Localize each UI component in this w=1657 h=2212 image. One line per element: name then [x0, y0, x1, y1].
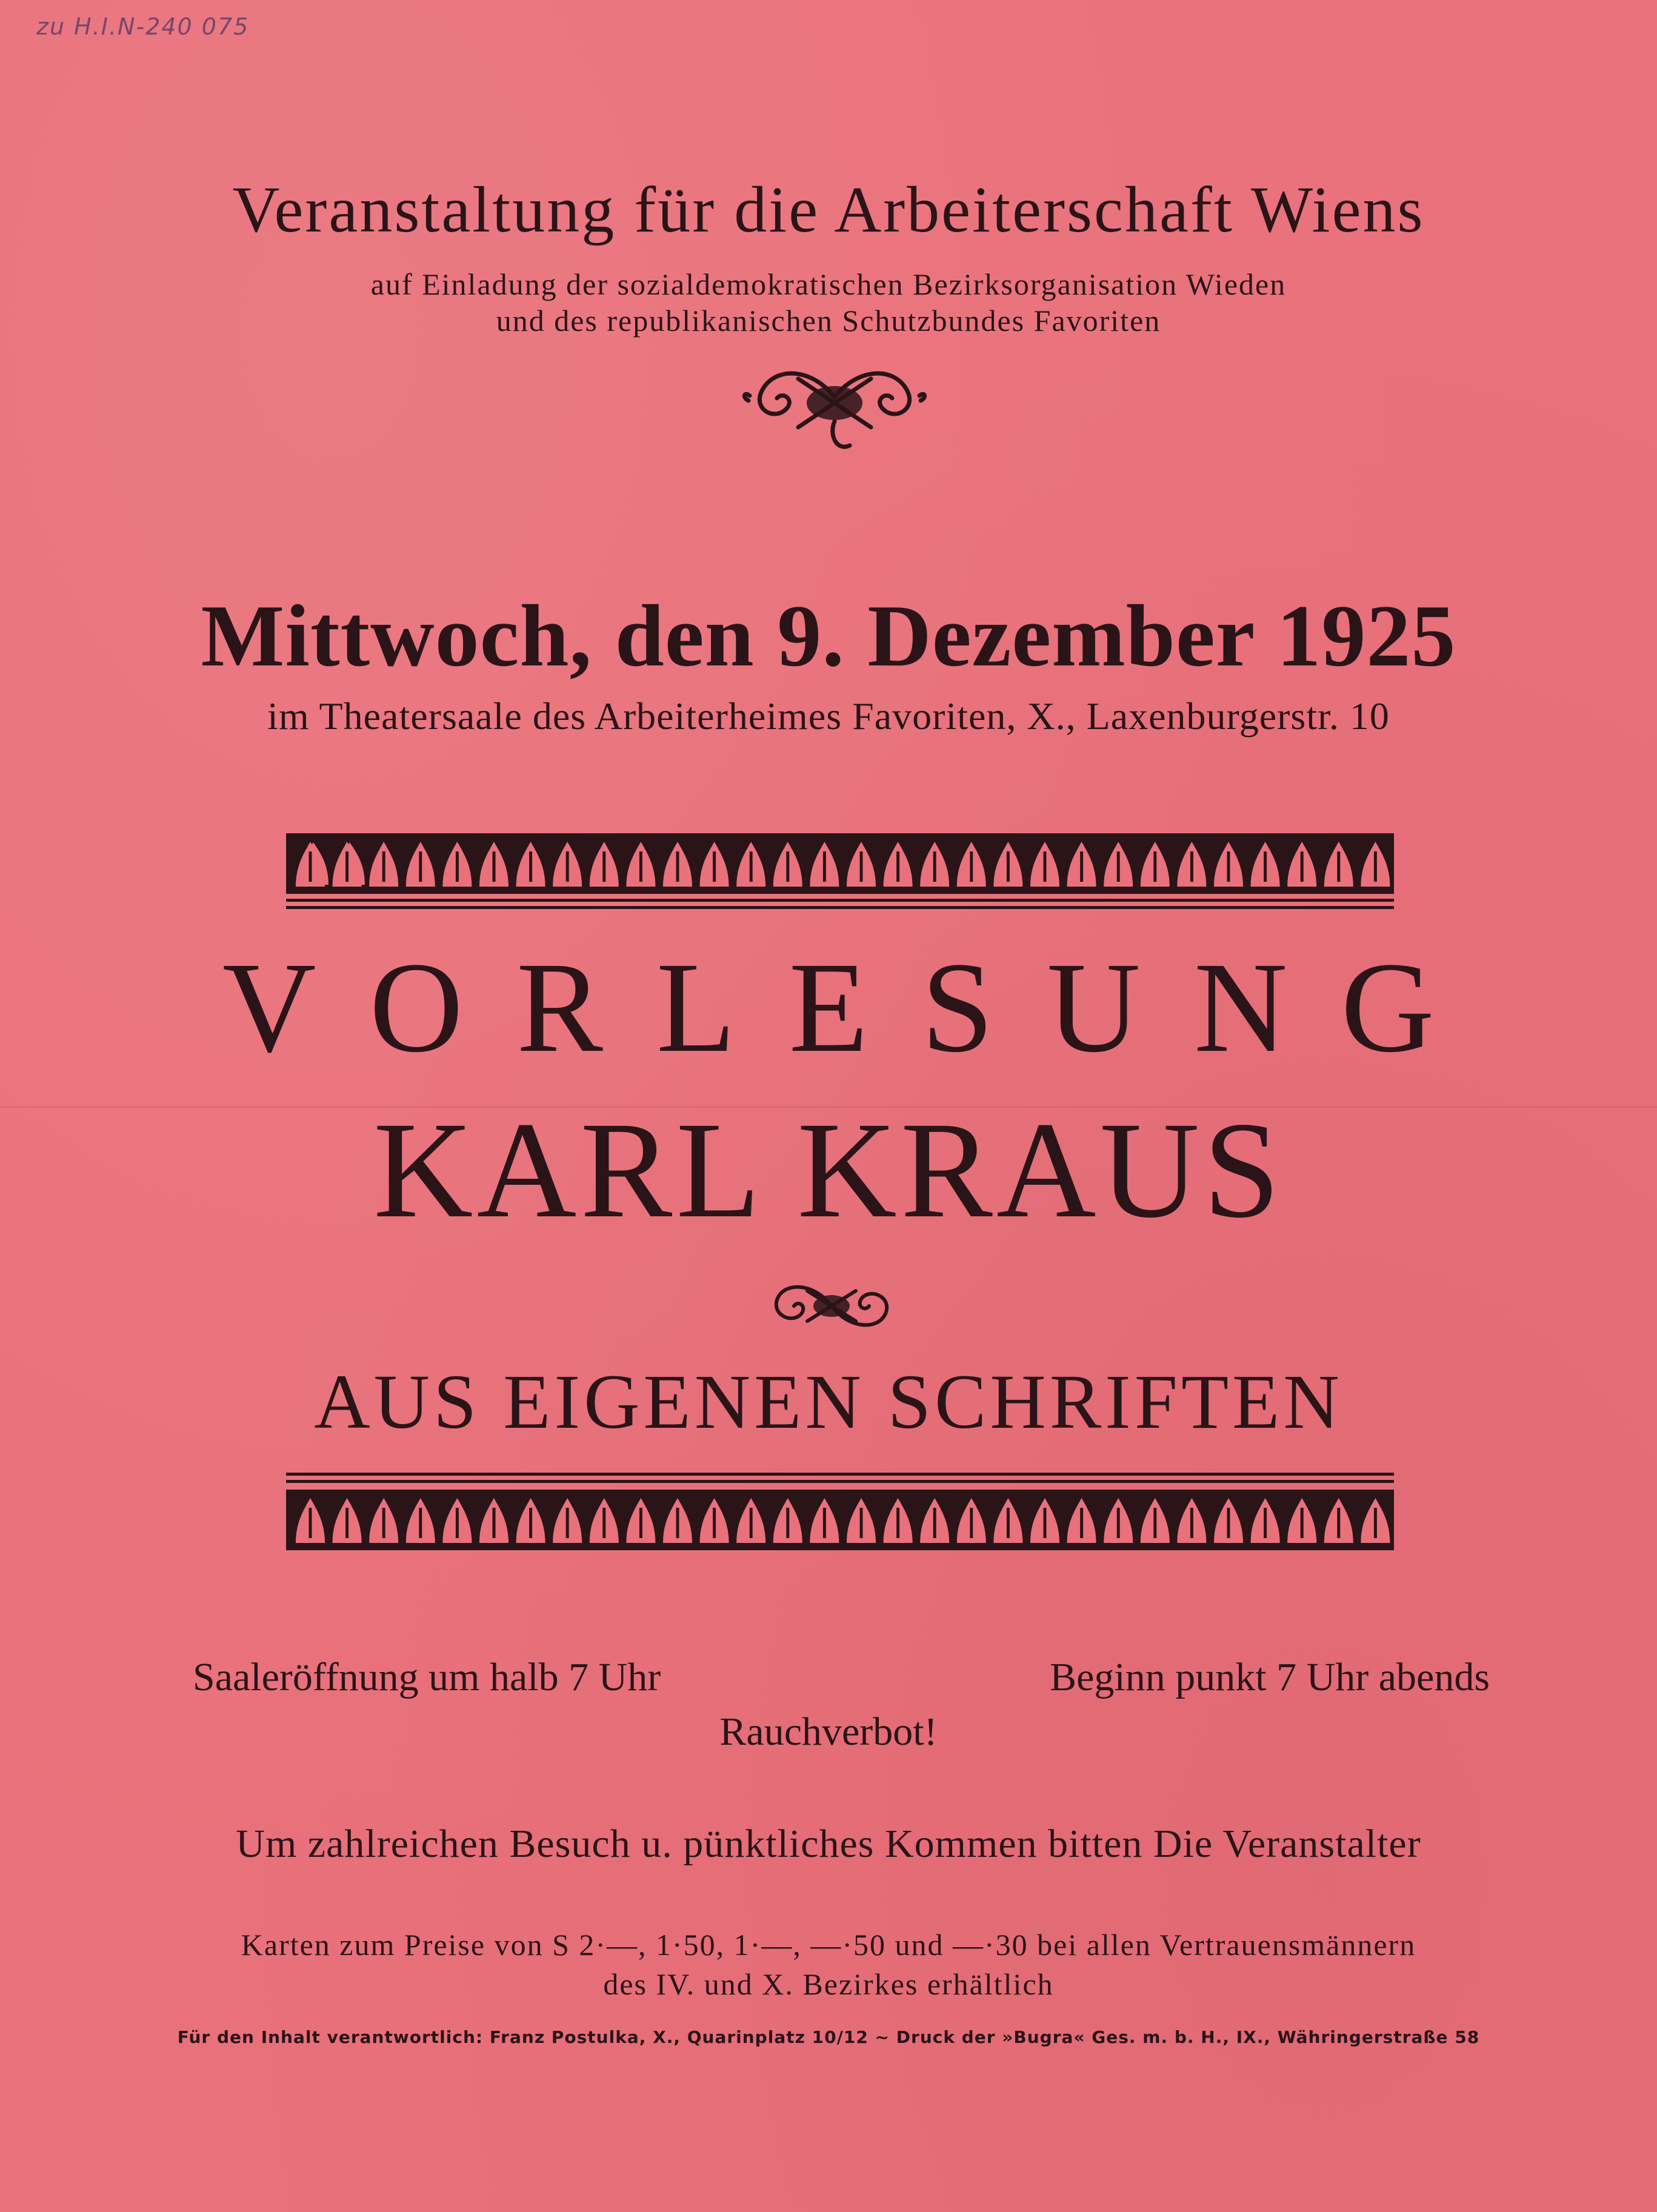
ornamental-frieze-top	[286, 833, 1394, 912]
archive-mark: zu H.I.N-240 075	[36, 13, 250, 40]
start-time: Beginn punkt 7 Uhr abends	[1050, 1655, 1490, 1699]
event-date: Mittwoch, den 9. Dezember 1925	[201, 587, 1456, 685]
event-venue: im Theatersaale des Arbeiterheimes Favoriten, X., Laxenburgerstr. 10	[267, 695, 1390, 738]
ticket-prices-line-1: Karten zum Preise von S 2·—, 1·50, 1·—, —·50 und —·30 bei allen Vertrauensmännern	[241, 1928, 1416, 1962]
smoking-ban-notice: Rauchverbot!	[719, 1710, 938, 1754]
invitation-line-2: und des republikanischen Schutzbundes Favoriten	[496, 304, 1161, 338]
ornamental-frieze-bottom	[286, 1473, 1394, 1551]
poster-title: Veranstaltung für die Arbeiterschaft Wiens	[232, 174, 1425, 246]
invitation-line-1: auf Einladung der sozialdemokratischen Bezirksorganisation Wieden	[370, 267, 1287, 301]
attendance-appeal: Um zahlreichen Besuch u. pünktliches Kommen bitten Die Veranstalter	[236, 1822, 1421, 1866]
doors-open-time: Saaleröffnung um halb 7 Uhr	[193, 1655, 661, 1699]
heading-vorlesung: VORLESUNG	[222, 936, 1488, 1079]
ornament-top-icon	[738, 355, 932, 464]
speaker-name: KARL KRAUS	[373, 1094, 1284, 1247]
lecture-topic: AUS EIGENEN SCHRIFTEN	[314, 1359, 1343, 1445]
ticket-prices-line-2: des IV. und X. Bezirkes erhältlich	[603, 1967, 1054, 2001]
imprint-footer: Für den Inhalt verantwortlich: Franz Postulka, X., Quarinplatz 10/12 ~ Druck der »Bugra« Ges. m. b. H., IX., Währingerstraße 58	[177, 2027, 1480, 2047]
ornament-middle-icon	[765, 1273, 898, 1339]
